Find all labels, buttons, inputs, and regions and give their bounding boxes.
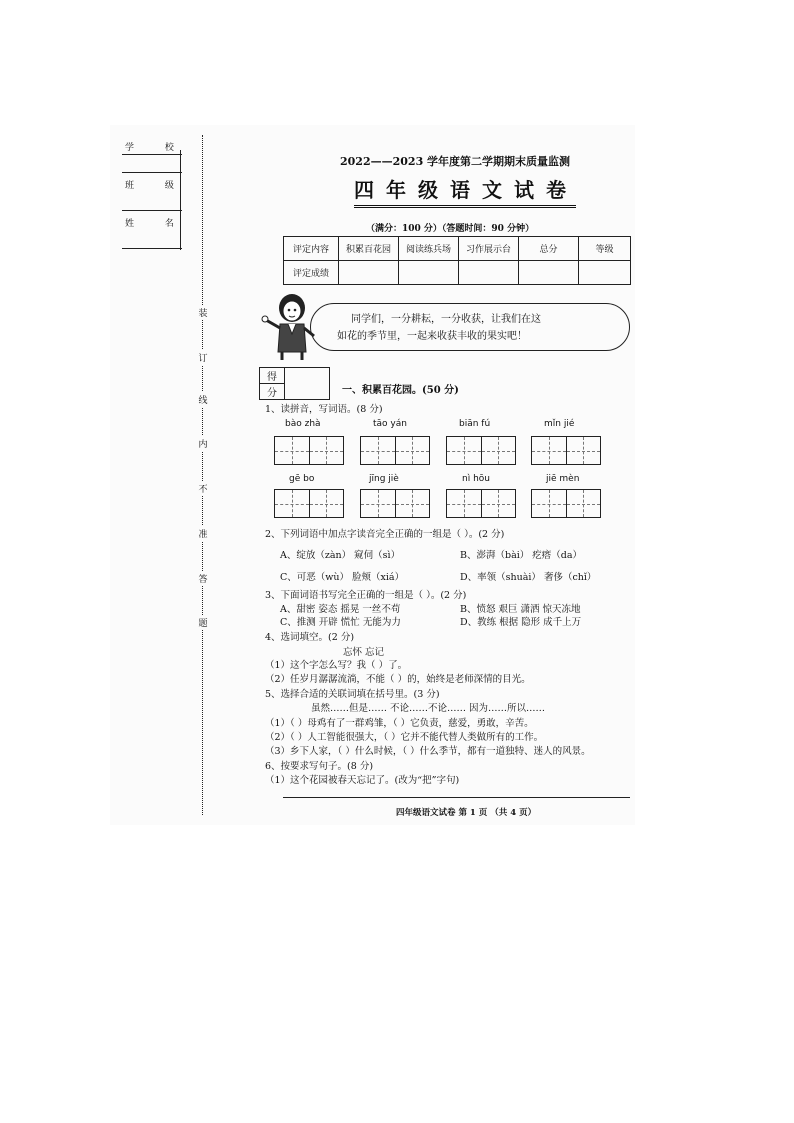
question-4-sentence: （2）任岁月潺潺流淌，不能（ ）的，始终是老师深情的目光。 bbox=[265, 674, 531, 685]
writing-grid[interactable] bbox=[446, 489, 516, 518]
writing-grid[interactable] bbox=[360, 436, 430, 465]
score-cell[interactable] bbox=[579, 261, 631, 285]
score-cell[interactable] bbox=[399, 261, 459, 285]
question-2-label: 2、下列词语中加点字读音完全正确的一组是（ ）。(2 分) bbox=[265, 529, 505, 540]
exam-pre-title: 2022——2023 学年度第二学期期末质量监测 bbox=[340, 155, 571, 168]
school-label: 学 校 bbox=[125, 143, 188, 153]
seal-char: 装 bbox=[197, 305, 209, 320]
pinyin: tāo yán bbox=[373, 419, 407, 429]
bottom-rule bbox=[283, 797, 630, 798]
seal-char: 准 bbox=[197, 526, 209, 541]
class-row bbox=[122, 174, 188, 212]
defen-label-fen: 分 bbox=[260, 384, 285, 400]
greeting-line: 同学们，一分耕耘，一分收获，让我们在这 bbox=[351, 314, 541, 325]
score-header: 积累百花园 bbox=[339, 237, 399, 261]
score-table bbox=[283, 236, 631, 285]
seal-char: 不 bbox=[197, 481, 209, 496]
seal-char: 线 bbox=[197, 392, 209, 407]
school-row bbox=[122, 136, 188, 174]
seal-char: 内 bbox=[197, 436, 209, 451]
seal-char: 订 bbox=[197, 350, 209, 365]
question-1-label: 1、读拼音，写词语。(8 分) bbox=[265, 404, 383, 415]
pinyin: gē bo bbox=[289, 474, 315, 484]
score-value-row bbox=[284, 261, 631, 285]
score-cell[interactable] bbox=[459, 261, 519, 285]
score-row-label: 评定成绩 bbox=[284, 261, 339, 285]
writing-grid[interactable] bbox=[531, 436, 601, 465]
page-footer: 四年级语文试卷 第 1 页 （共 4 页） bbox=[396, 808, 537, 818]
exam-subtitle: （满分：100 分）（答题时间：90 分钟） bbox=[366, 224, 535, 234]
binding-dotted-line bbox=[202, 135, 203, 815]
student-info-box bbox=[122, 136, 188, 250]
option-b[interactable]: B、愤怒 艰巨 潇洒 惊天冻地 bbox=[460, 604, 581, 615]
question-6-label: 6、按要求写句子。(8 分) bbox=[265, 761, 374, 772]
score-header-row bbox=[284, 237, 631, 261]
writing-grid[interactable] bbox=[360, 489, 430, 518]
cartoon-student-icon bbox=[258, 290, 318, 360]
score-cell[interactable] bbox=[519, 261, 579, 285]
option-a[interactable]: A、绽放（zàn） 窥伺（sì） bbox=[280, 550, 401, 561]
word-choices: 忘怀 忘记 bbox=[343, 647, 385, 658]
writing-grid[interactable] bbox=[274, 489, 344, 518]
option-d[interactable]: D、率领（shuài） 奢侈（chǐ） bbox=[460, 572, 597, 583]
option-a[interactable]: A、甜密 姿态 摇晃 一丝不苟 bbox=[280, 604, 401, 615]
name-row bbox=[122, 212, 188, 250]
greeting-bubble bbox=[310, 303, 630, 351]
school-field[interactable] bbox=[122, 172, 182, 173]
pinyin: nì hōu bbox=[462, 474, 490, 484]
question-3-label: 3、下面词语书写完全正确的一组是（ ）。(2 分) bbox=[265, 590, 467, 601]
seal-char: 题 bbox=[197, 615, 209, 630]
exam-title: 四年级语文试卷 bbox=[354, 174, 576, 208]
question-5-sentence: （1）（ ）母鸡有了一群鸡雏，（ ）它负责，慈爱，勇敢，辛苦。 bbox=[265, 718, 534, 729]
pinyin: mǐn jié bbox=[544, 419, 575, 429]
option-d[interactable]: D、教练 根据 隐形 成千上万 bbox=[460, 617, 582, 628]
score-header: 等级 bbox=[579, 237, 631, 261]
section-score-box bbox=[259, 367, 330, 400]
class-label: 班 级 bbox=[125, 181, 188, 191]
option-c[interactable]: C、可恶（wù） 脸颊（xiá） bbox=[280, 572, 405, 583]
question-6-sentence: （1）这个花园被春天忘记了。(改为“把”字句) bbox=[265, 775, 460, 786]
score-header: 评定内容 bbox=[284, 237, 339, 261]
score-header: 习作展示台 bbox=[459, 237, 519, 261]
name-field[interactable] bbox=[122, 248, 182, 249]
pinyin: biān fú bbox=[459, 419, 491, 429]
question-4-sentence: （1）这个字怎么写？我（ ）了。 bbox=[265, 660, 408, 671]
greeting-line: 如花的季节里，一起来收获丰收的果实吧！ bbox=[337, 331, 527, 342]
defen-label-de: 得 bbox=[260, 368, 285, 384]
score-cell[interactable] bbox=[339, 261, 399, 285]
pinyin: jiē mèn bbox=[546, 474, 580, 484]
question-5-sentence: （2）（ ）人工智能很强大，（ ）它并不能代替人类做所有的工作。 bbox=[265, 732, 544, 743]
info-box-border bbox=[180, 150, 181, 250]
pinyin: bào zhà bbox=[285, 419, 321, 429]
seal-char: 答 bbox=[197, 571, 209, 586]
writing-grid[interactable] bbox=[274, 436, 344, 465]
option-b[interactable]: B、澎湃（bài） 疙瘩（da） bbox=[460, 550, 583, 561]
question-4-label: 4、选词填空。(2 分) bbox=[265, 632, 355, 643]
writing-grid[interactable] bbox=[531, 489, 601, 518]
class-field[interactable] bbox=[122, 210, 182, 211]
score-header: 总分 bbox=[519, 237, 579, 261]
name-label: 姓 名 bbox=[125, 219, 188, 229]
conjunction-choices: 虽然……但是…… 不论……不论…… 因为……所以…… bbox=[311, 703, 546, 714]
score-header: 阅读练兵场 bbox=[399, 237, 459, 261]
question-5-sentence: （3）乡下人家，（ ）什么时候，（ ）什么季节，都有一道独特、迷人的风景。 bbox=[265, 746, 591, 757]
section-heading: 一、积累百花园。(50 分) bbox=[342, 385, 459, 396]
option-c[interactable]: C、推测 开辟 慌忙 无能为力 bbox=[280, 617, 401, 628]
question-5-label: 5、选择合适的关联词填在括号里。(3 分) bbox=[265, 689, 440, 700]
pinyin: jīng jiè bbox=[369, 474, 399, 484]
section-score-cell[interactable] bbox=[285, 368, 330, 400]
writing-grid[interactable] bbox=[446, 436, 516, 465]
